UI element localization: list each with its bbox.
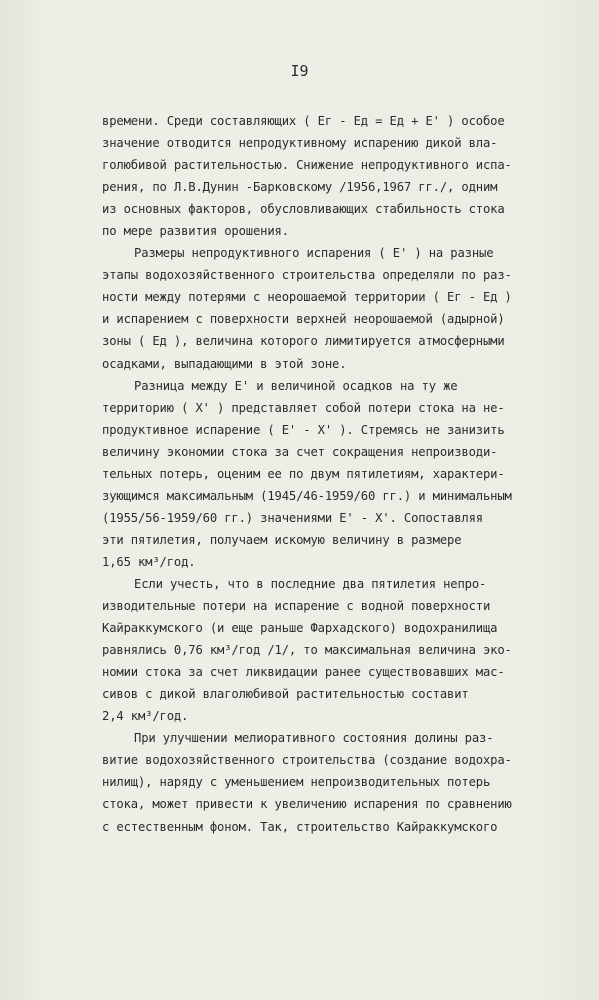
- text-line: При улучшении мелиоративного состояния долины раз-: [134, 731, 494, 746]
- text-line: и испарением с поверхности верхней неорошаемой (адырной): [102, 312, 505, 327]
- text-line: нилищ), наряду с уменьшением непроизводительных потерь: [102, 775, 491, 790]
- text-line: с естественным фоном. Так, строительство Кайраккумского: [102, 819, 498, 834]
- text-line: голюбивой растительностью. Снижение непродуктивного испа-: [102, 158, 512, 173]
- text-line: Размеры непродуктивного испарения ( E' ) на разные: [134, 246, 494, 261]
- text-line: сивов с дикой влаголюбивой растительностью составит: [102, 687, 469, 702]
- text-line: по мере развития орошения.: [102, 224, 289, 239]
- text-line: осадками, выпадающими в этой зоне.: [102, 356, 347, 371]
- text-line: номии стока за счет ликвидации ранее существовавших мас-: [102, 665, 505, 680]
- text-line: территорию ( X' ) представляет собой потери стока на не-: [102, 400, 505, 415]
- text-line: тельных потерь, оценим ее по двум пятилетиям, характери-: [102, 466, 505, 481]
- body-text: [102, 110, 542, 838]
- text-line: рения, по Л.В.Дунин -Барковскому /1956,1967 гг./, одним: [102, 180, 498, 195]
- text-line: продуктивное испарение ( E' - X' ). Стремясь не занизить: [102, 422, 505, 437]
- text-line: из основных факторов, обусловливающих стабильность стока: [102, 202, 505, 217]
- text-line: изводительные потери на испарение с водной поверхности: [102, 599, 491, 614]
- text-line: Кайраккумского (и еще раньше Фархадского) водохранилища: [102, 621, 498, 636]
- text-line: стока, может привести к увеличению испарения по сравнению: [102, 797, 512, 812]
- text-line: зующимся максимальным (1945/46-1959/60 гг.) и минимальным: [102, 488, 512, 503]
- text-line: (1955/56-1959/60 гг.) значениями E' - X'. Сопоставляя: [102, 510, 483, 525]
- text-line: Разница между E' и величиной осадков на ту же: [134, 378, 458, 393]
- text-line: величину экономии стока за счет сокращения непроизводи-: [102, 444, 498, 459]
- page-number: I9: [290, 62, 309, 80]
- text-line: времени. Среди составляющих ( Eг - Eд = Eд + E' ) особое: [102, 114, 505, 128]
- text-line: 1,65 км³/год.: [102, 554, 196, 569]
- text-line: этапы водохозяйственного строительства определяли по раз-: [102, 268, 512, 283]
- text-line: равнялись 0,76 км³/год /1/, то максимальная величина эко-: [102, 643, 512, 658]
- text-line: зоны ( Eд ), величина которого лимитируется атмосферными: [102, 334, 505, 349]
- text-line: эти пятилетия, получаем искомую величину в размере: [102, 532, 462, 547]
- text-line: витие водохозяйственного строительства (создание водохра-: [102, 753, 512, 768]
- text-line: ности между потерями с неорошаемой территории ( Eг - Eд ): [102, 290, 512, 305]
- text-line: Если учесть, что в последние два пятилетия непро-: [134, 576, 487, 591]
- text-line: значение отводится непродуктивному испарению дикой вла-: [102, 136, 498, 151]
- text-line: 2,4 км³/год.: [102, 709, 189, 724]
